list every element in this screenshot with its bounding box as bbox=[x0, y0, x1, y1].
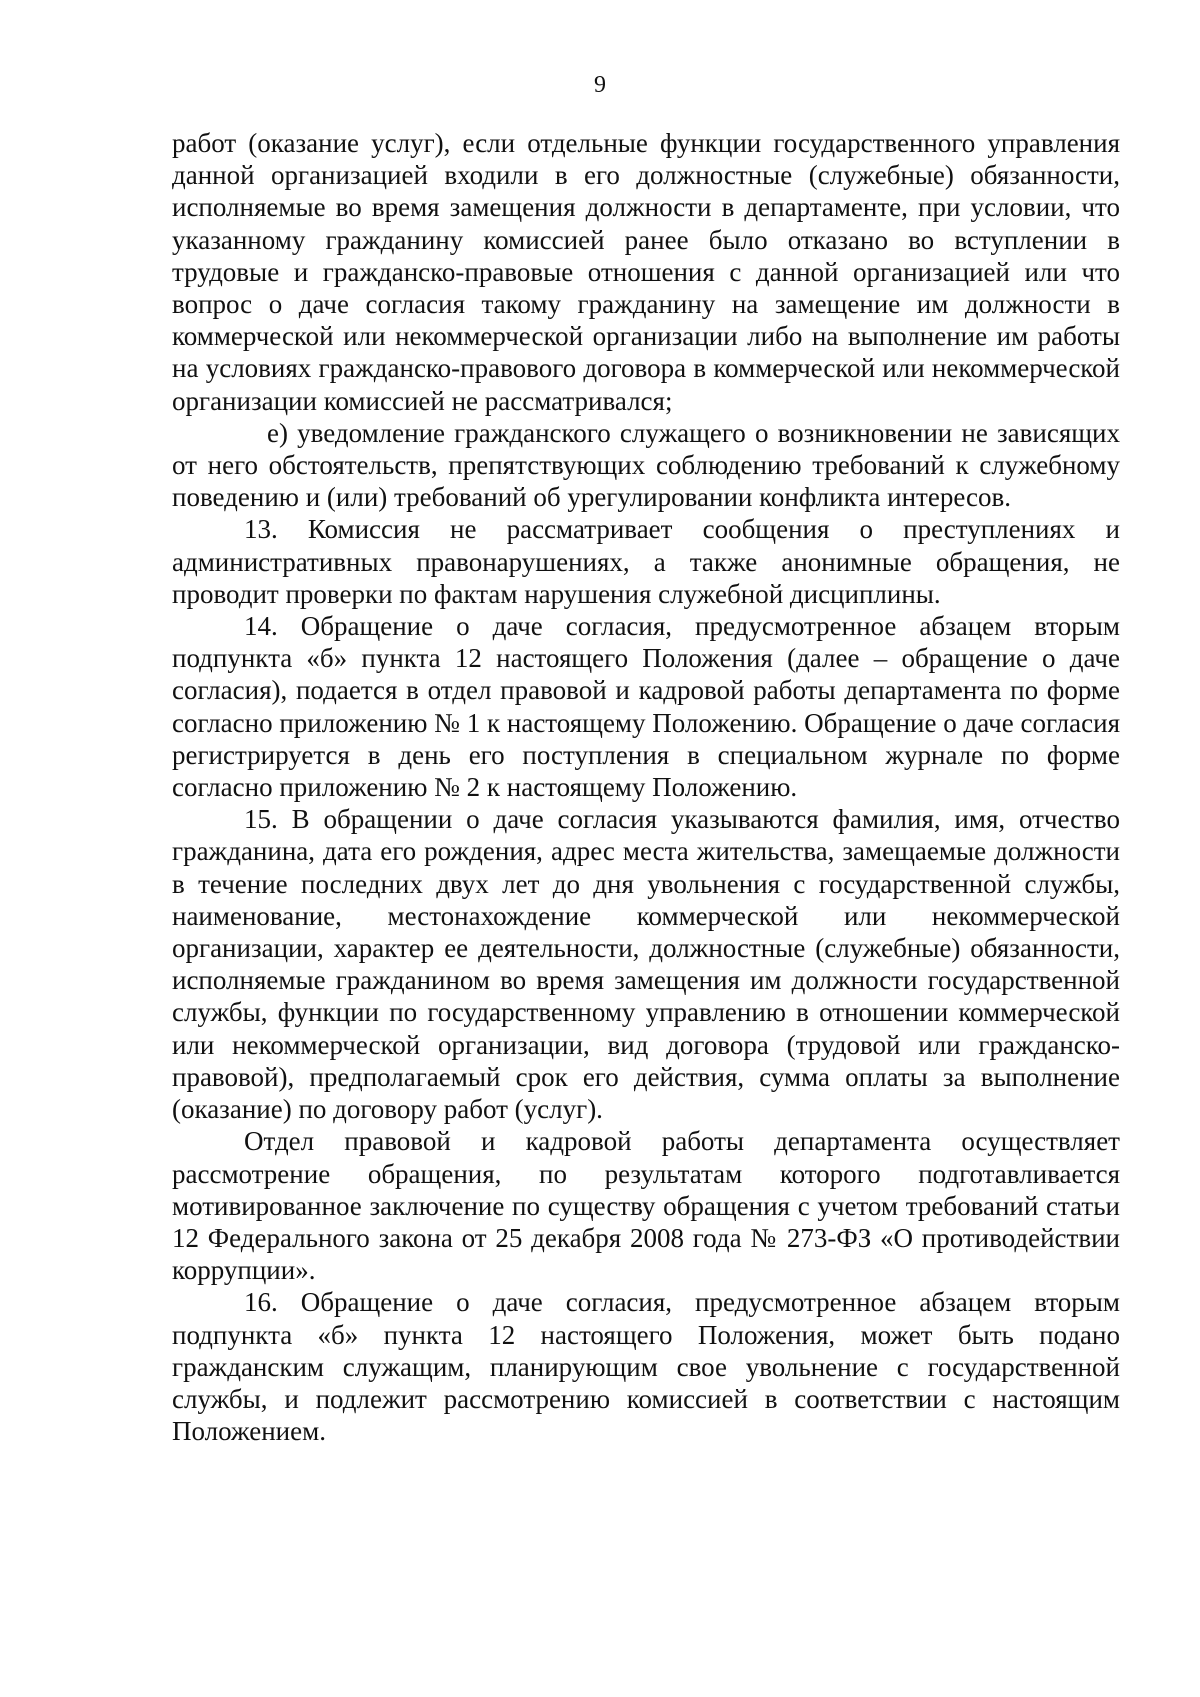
paragraph-15-continuation: Отдел правовой и кадровой работы департамента осуществляет рассмотрение обращения, по результатам которого подготавливается мотивированное заключение по существу обращения с учетом требований статьи 12 Федерального закона от 25 декабря 2008 года № 273-ФЗ «О противодействии коррупции». bbox=[172, 1126, 1120, 1286]
paragraph-item-e: е) уведомление гражданского служащего о возникновении не зависящих от него обстоятельств, препятствующих соблюдению требований к служебному поведению и (или) требований об урегулировании конфликта интересов. bbox=[172, 417, 1120, 513]
paragraph-16: 16. Обращение о даче согласия, предусмотренное абзацем вторым подпункта «б» пункта 12 настоящего Положения, может быть подано гражданским служащим, планирующим свое увольнение с государственной службы, и подлежит рассмотрению комиссией в соответствии с настоящим Положением. bbox=[172, 1287, 1120, 1447]
paragraph-15: 15. В обращении о даче согласия указываются фамилия, имя, отчество гражданина, дата его рождения, адрес места жительства, замещаемые должности в течение последних двух лет до дня увольнения с государственной службы, наименование, местонахождение коммерческой или некоммерческой организации, характер ее деятельности, должностные (служебные) обязанности, исполняемые гражданином во время замещения им должности государственной службы, функции по государственному управлению в отношении коммерческой или некоммерческой организации, вид договора (трудовой или гражданско-правовой), предполагаемый срок его действия, сумма оплаты за выполнение (оказание) по договору работ (услуг). bbox=[172, 804, 1120, 1125]
document-body bbox=[172, 127, 1120, 1447]
page-number: 9 bbox=[594, 72, 606, 98]
paragraph-continuation: работ (оказание услуг), если отдельные функции государственного управления данной организацией входили в его должностные (служебные) обязанности, исполняемые во время замещения должности в департаменте, при условии, что указанному гражданину комиссией ранее было отказано во вступлении в трудовые и гражданско-правовые отношения с данной организацией или что вопрос о даче согласия такому гражданину на замещение им должности в коммерческой или некоммерческой организации либо на выполнение им работы на условиях гражданско-правового договора в коммерческой или некоммерческой организации комиссией не рассматривался; bbox=[172, 128, 1120, 416]
paragraph-13: 13. Комиссия не рассматривает сообщения о преступлениях и административных правонарушениях, а также анонимные обращения, не проводит проверки по фактам нарушения служебной дисциплины. bbox=[172, 514, 1120, 609]
paragraph-14: 14. Обращение о даче согласия, предусмотренное абзацем вторым подпункта «б» пункта 12 настоящего Положения (далее – обращение о даче согласия), подается в отдел правовой и кадровой работы департамента по форме согласно приложению № 1 к настоящему Положению. Обращение о даче согласия регистрируется в день его поступления в специальном журнале по форме согласно приложению № 2 к настоящему Положению. bbox=[172, 611, 1120, 803]
